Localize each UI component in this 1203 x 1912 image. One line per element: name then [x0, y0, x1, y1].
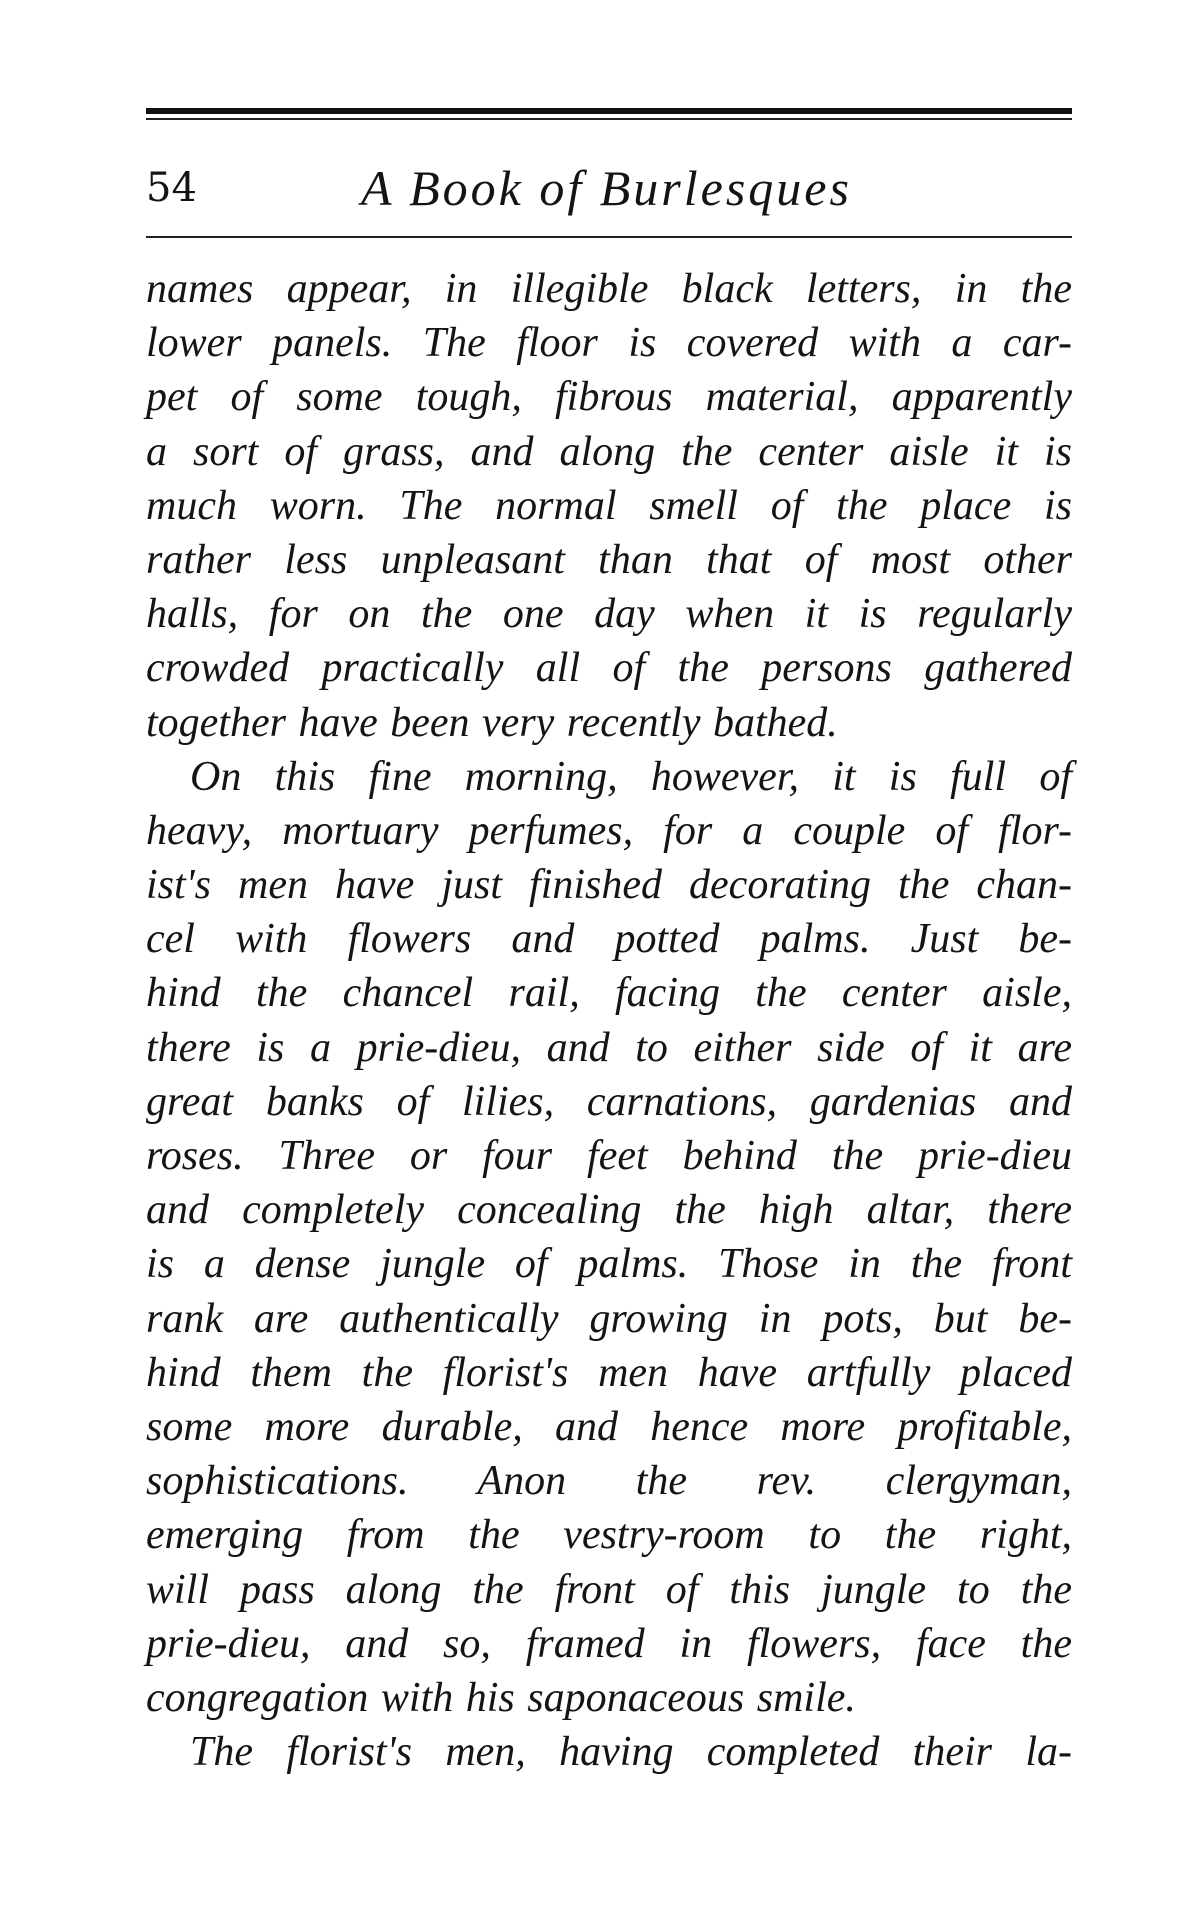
- text-line: halls, for on the one day when it is regularly: [146, 591, 1072, 638]
- body-text: [146, 262, 1072, 1779]
- text-line: much worn. The normal smell of the place is: [146, 482, 1072, 529]
- text-line: rather less unpleasant than that of most other: [146, 536, 1072, 583]
- text-line: great banks of lilies, carnations, gardenias and: [146, 1078, 1072, 1125]
- text-line: there is a prie-dieu, and to either side of it are: [146, 1024, 1072, 1071]
- text-line: congregation with his saponaceous smile.: [146, 1674, 856, 1721]
- text-line: a sort of grass, and along the center aisle it is: [146, 428, 1072, 475]
- text-line: lower panels. The floor is covered with a car-: [146, 320, 1072, 367]
- text-line: crowded practically all of the persons gathered: [146, 645, 1072, 692]
- text-line: roses. Three or four feet behind the prie-dieu: [146, 1133, 1072, 1179]
- text-line: cel with flowers and potted palms. Just be-: [146, 916, 1072, 963]
- page-number: 54: [146, 165, 197, 211]
- text-line: heavy, mortuary perfumes, for a couple of flor-: [146, 807, 1072, 854]
- top-rule-thick: [146, 108, 1072, 114]
- text-line: hind the chancel rail, facing the center aisle,: [146, 970, 1072, 1017]
- text-line: The florist's men, having completed their la-: [190, 1729, 1072, 1776]
- text-line: emerging from the vestry-room to the right,: [146, 1512, 1072, 1559]
- text-line: and completely concealing the high altar, there: [146, 1187, 1072, 1234]
- text-line: prie-dieu, and so, framed in flowers, face the: [146, 1620, 1072, 1667]
- top-rule-thin: [146, 118, 1072, 120]
- text-line: pet of some tough, fibrous material, apparently: [146, 374, 1072, 421]
- running-title: A Book of Burlesques: [361, 160, 852, 216]
- text-line: hind them the florist's men have artfully placed: [146, 1349, 1072, 1396]
- text-line: ist's men have just finished decorating the chan-: [146, 862, 1072, 909]
- text-line: rank are authentically growing in pots, but be-: [146, 1295, 1072, 1342]
- text-line: will pass along the front of this jungle to the: [146, 1566, 1072, 1613]
- text-line: some more durable, and hence more profitable,: [146, 1403, 1072, 1450]
- text-line: together have been very recently bathed.: [146, 699, 838, 746]
- text-line: sophistications. Anon the rev. clergyman,: [146, 1458, 1072, 1505]
- text-line: names appear, in illegible black letters, in the: [146, 266, 1072, 312]
- page-header: [146, 158, 1072, 218]
- text-line: On this fine morning, however, it is full of: [190, 753, 1072, 800]
- text-line: is a dense jungle of palms. Those in the front: [146, 1241, 1072, 1288]
- header-rule: [146, 236, 1072, 238]
